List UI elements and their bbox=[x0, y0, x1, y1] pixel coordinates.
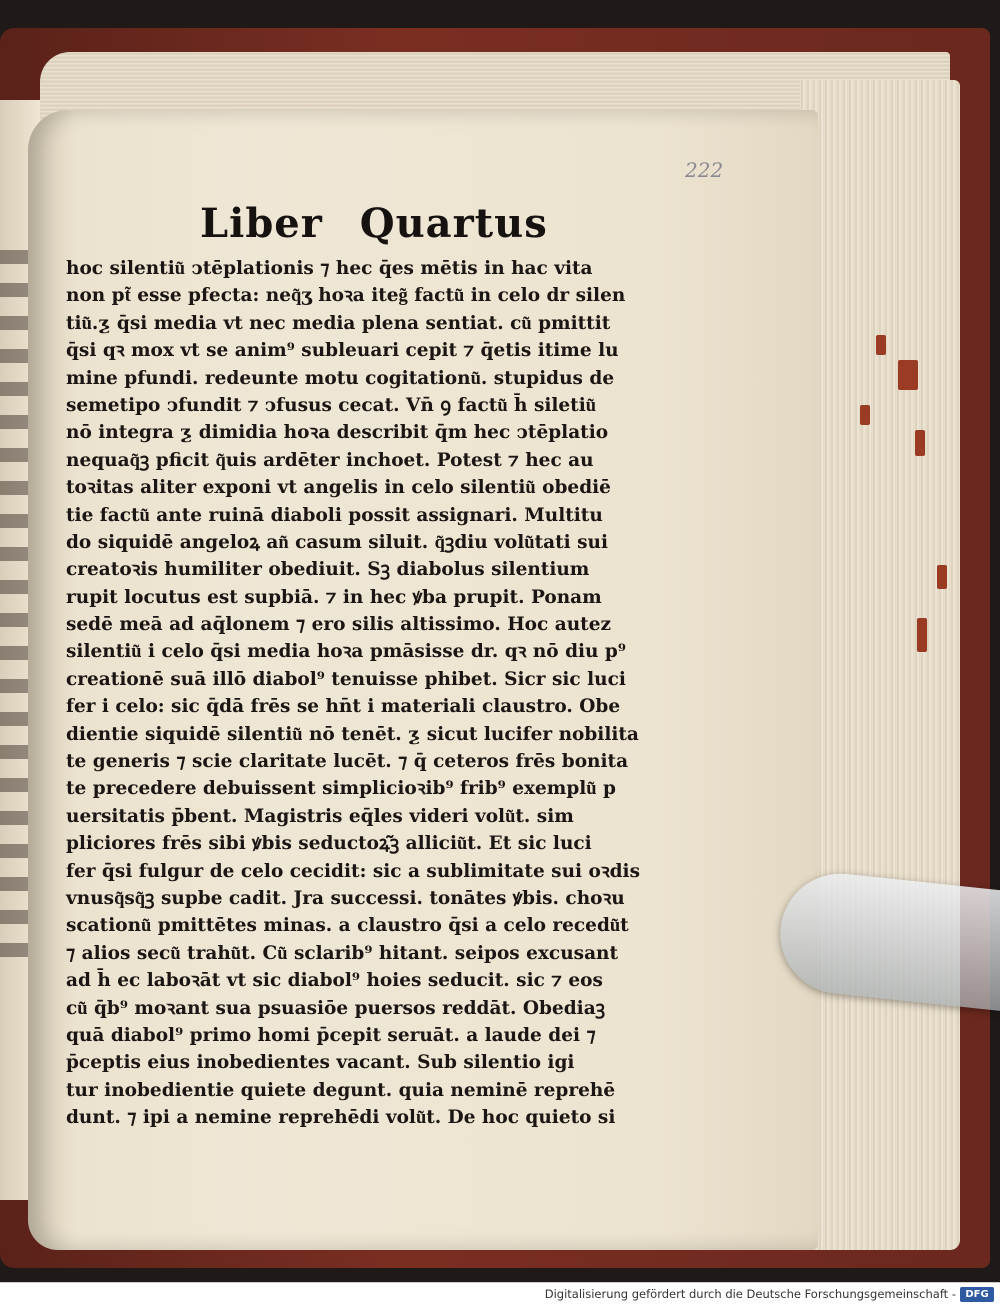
text-line: tie factu͂ ante ruinā diaboli possit assignari. Multitu bbox=[66, 504, 603, 526]
page-marker-tab bbox=[876, 335, 886, 355]
text-line: te precedere debuissent simplicioꝛib⁹ frib⁹ exemplu͂ p bbox=[66, 778, 616, 800]
folio-number: 222 bbox=[685, 158, 724, 182]
page-body-text bbox=[66, 255, 640, 1132]
text-line: nequaq͂ꝫ pficit q͂uis ardēter inchoet. Potest ⁊ hec au bbox=[66, 449, 594, 471]
page-marker-tab bbox=[898, 360, 918, 390]
text-line: silentiu͂ i celo q̄si media hoꝛa pmāsisse dr. qꝛ nō diu p⁹ bbox=[66, 641, 626, 663]
text-line: cu͂ q̄b⁹ moꝛant sua psuasiōe puersos reddāt. Obediaꝫ bbox=[66, 997, 606, 1019]
text-line: creationē suā illō diabol⁹ tenuisse phibet. Sicr sic luci bbox=[66, 668, 626, 690]
text-line: uersitatis p̄bent. Magistris eq̄les videri volu͂t. sim bbox=[66, 805, 574, 827]
text-line: dunt. ⁊ ipi a nemine reprehēdi volu͂t. De hoc quieto si bbox=[66, 1107, 616, 1129]
text-line: fer q̄si fulgur de celo cecidit: sic a sublimitate sui oꝛdis bbox=[66, 860, 640, 882]
text-line: tur inobedientie quiete degunt. quia neminē reprehē bbox=[66, 1079, 616, 1101]
text-line: scationu͂ pmittētes minas. a claustro q̄si a celo recedu͂t bbox=[66, 915, 629, 937]
page-marker-tab bbox=[917, 618, 927, 652]
page-marker-tab bbox=[937, 565, 947, 589]
text-line: rupit locutus est supbiā. ⁊ in hec ꝟba prupit. Ponam bbox=[66, 586, 602, 608]
text-line: pliciores frēs sibi ꝟbis seductoꝝ͂ꝫ alliciu͂t. Et sic luci bbox=[66, 833, 592, 855]
text-line: q̄si qꝛ mox vt se anim⁹ subleuari cepit ⁊ q̄etis itime lu bbox=[66, 340, 619, 362]
text-line: tiu͂.ƺ q̄si media vt nec media plena sentiat. cu͂ pmittit bbox=[66, 312, 611, 334]
text-line: quā diabol⁹ primo homi p̄cepit seruāt. a laude dei ⁊ bbox=[66, 1024, 596, 1046]
text-line: do siquidē angeloꝝ an͂ casum siluit. q͂ꝫdiu volu͂tati sui bbox=[66, 531, 609, 553]
funding-credit: Digitalisierung gefördert durch die Deutsche Forschungsgemeinschaft - bbox=[544, 1287, 956, 1301]
text-line: ad h̄ ec laboꝛāt vt sic diabol⁹ hoies seducit. sic ⁊ eos bbox=[66, 970, 603, 992]
text-line: vnusq͂sq͂ꝫ supbe cadit. Jra successi. tonātes ꝟbis. choꝛu bbox=[66, 887, 625, 909]
text-line: semetipo ↄfundit ⁊ ↄfusus cecat. Vn̄ ꝯ factu͂ h̄ siletiu͂ bbox=[66, 394, 597, 416]
text-line: mine pfundi. redeunte motu cogitationu͂. stupidus de bbox=[66, 367, 615, 389]
page-marker-tab bbox=[860, 405, 870, 425]
text-line: hoc silentiu͂ ↄtēplationis ⁊ hec q̄es mētis in hac vita bbox=[66, 258, 593, 279]
text-line: toꝛitas aliter exponi vt angelis in celo silentiu͂ obediē bbox=[66, 477, 611, 499]
text-line: nō integra ƺ dimidia hoꝛa describit q̄m hec ↄtēplatio bbox=[66, 422, 609, 444]
text-line: ⁊ alios secu͂ trahu͂t. Cu͂ sclarib⁹ hitant. seipos excusant bbox=[66, 942, 619, 964]
page-block-fore-edge bbox=[800, 80, 960, 1250]
dfg-logo-icon: DFG bbox=[960, 1287, 994, 1302]
text-line: te generis ⁊ scie claritate lucēt. ⁊ q̄ ceteros frēs bonita bbox=[66, 751, 629, 773]
text-line: creatoꝛis humiliter obediuit. Sꝫ diabolus silentium bbox=[66, 559, 590, 581]
text-line: fer i celo: sic q̄dā frēs se hn̄t i materiali claustro. Obe bbox=[66, 696, 621, 718]
page-heading: Liber Quartus bbox=[200, 200, 548, 247]
text-line: dientie siquidē silentiu͂ nō tenēt. ƺ sicut lucifer nobilita bbox=[66, 723, 639, 745]
text-line: non pt͂ esse pfecta: neq͂ʒ hoꝛa iteg͂ factu͂ in celo dr silen bbox=[66, 285, 626, 307]
digitization-footer bbox=[0, 1282, 1000, 1306]
text-line: sedē meā ad aq̄lonem ⁊ ero silis altissimo. Hoc autez bbox=[66, 614, 611, 636]
text-line: p̄ceptis eius inobedientes vacant. Sub silentio igi bbox=[66, 1052, 575, 1074]
page-marker-tab bbox=[915, 430, 925, 456]
